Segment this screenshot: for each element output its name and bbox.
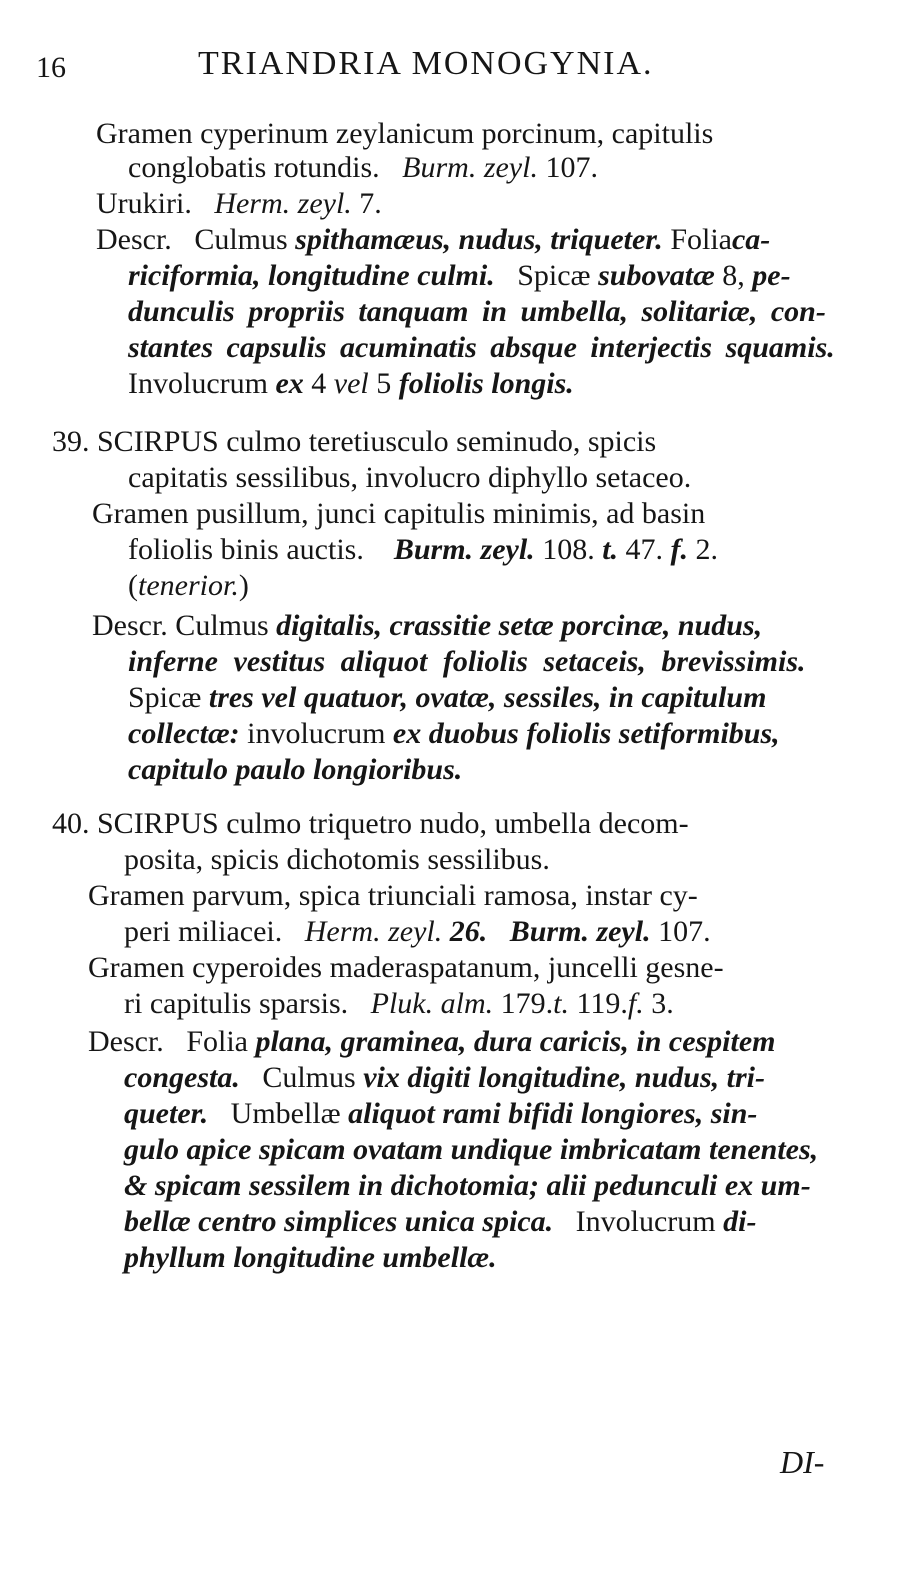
italic-text: bellæ centro simplices unica spica. (124, 1205, 554, 1238)
text: 5 (376, 367, 392, 400)
synonym-line: Gramen cyperoides maderaspatanum, juncelli gesne- (88, 951, 724, 984)
reference: Herm. zeyl. (214, 187, 352, 220)
synonym-line (128, 532, 718, 568)
entry-number: 39. (52, 425, 90, 458)
description-line (88, 1024, 776, 1060)
reference: f. (670, 533, 689, 566)
italic-text: congesta. (124, 1061, 240, 1094)
reference-number: 47. (625, 533, 664, 566)
italic-text: plana, graminea, dura caricis, in cespitem (255, 1025, 776, 1058)
description-line (128, 680, 766, 716)
reference: f. (627, 987, 644, 1020)
text: Umbellæ (230, 1097, 341, 1130)
diagnosis-line: posita, spicis dichotomis sessilibus. (124, 843, 550, 876)
italic-text: vel (333, 367, 369, 400)
reference-number: 107. (545, 151, 598, 184)
text: Involucrum (575, 1205, 716, 1238)
synonym-line (128, 150, 598, 186)
descr-label: Descr. (88, 1025, 164, 1058)
description-line: & spicam sessilem in dichotomia; alii pedunculi ex um- (124, 1169, 811, 1202)
synonym-line (124, 986, 674, 1022)
italic-text: digitalis, crassitie setæ porcinæ, nudus, (276, 609, 763, 642)
diagnosis-text: SCIRPUS culmo teretiusculo seminudo, spicis (97, 425, 657, 458)
reference: t. (553, 987, 569, 1020)
synonym-text: Urukiri. (96, 187, 192, 220)
synonym-line (96, 116, 713, 152)
text: ) (238, 569, 249, 602)
reference-number: 119. (576, 987, 628, 1020)
entry-heading (52, 806, 689, 842)
reference: Burm. zeyl. (393, 533, 535, 566)
description-line (92, 608, 762, 644)
descr-label: Descr. Culmus (92, 609, 269, 642)
description-line: inferne vestitus aliquot foliolis setaceis, brevissimis. (128, 645, 806, 678)
descr-label: Descr. (96, 223, 172, 256)
text: Folia (670, 223, 732, 256)
reference-number: 107. (658, 915, 711, 948)
text: Spicæ (128, 681, 202, 714)
text: involucrum (247, 717, 386, 750)
reference-number: 3. (651, 987, 674, 1020)
italic-text: riciformia, longitudine culmi. (128, 259, 495, 292)
description-line: dunculis propriis tanquam in umbella, solitariæ, con- (128, 295, 826, 328)
diagnosis-text: SCIRPUS culmo triquetro nudo, umbella decom- (97, 807, 689, 840)
italic-text: pe- (752, 259, 791, 292)
reference-number: 179. (500, 987, 554, 1020)
italic-text: queter. (124, 1097, 209, 1130)
italic-text: ex duobus foliolis setiformibus, (392, 717, 780, 750)
reference: Pluk. alm. (370, 987, 494, 1020)
running-title: TRIANDRIA MONOGYNIA. (198, 45, 654, 82)
italic-text: ex (275, 367, 304, 400)
synonym-line (124, 914, 711, 950)
description-line: capitulo paulo longioribus. (128, 753, 463, 786)
description-line: phyllum longitudine umbellæ. (124, 1241, 497, 1274)
text: 4 (311, 367, 327, 400)
description-line (124, 1060, 765, 1096)
text: Involucrum (128, 367, 268, 400)
catchword: DI- (780, 1444, 825, 1480)
italic-text: di- (723, 1205, 757, 1238)
reference: Herm. zeyl. (304, 915, 443, 948)
text: Culmus (194, 223, 288, 256)
diagnosis-line: capitatis sessilibus, involucro diphyllo setaceo. (128, 461, 692, 494)
synonym-line (128, 568, 249, 604)
italic-text: tenerior. (138, 569, 239, 602)
italic-text: subovatæ (598, 259, 715, 292)
italic-text: spithamæus, nudus, triqueter. (295, 223, 663, 256)
reference-number: 26. (449, 915, 488, 948)
synonym-text: ri capitulis sparsis. (124, 987, 349, 1020)
synonym-line: Gramen parvum, spica triunciali ramosa, instar cy- (88, 879, 698, 912)
description-line (128, 716, 780, 752)
synonym-line (96, 186, 382, 222)
text: 8, (722, 259, 745, 292)
italic-text: foliolis longis. (398, 367, 574, 400)
reference-number: 7. (359, 187, 382, 220)
italic-text: ca- (731, 223, 771, 256)
description-line (128, 258, 791, 294)
description-line (128, 366, 574, 402)
synonym-text: conglobatis rotundis. (128, 151, 380, 184)
description-line: gulo apice spicam ovatam undique imbricatam tenentes, (124, 1133, 819, 1166)
entry-number: 40. (52, 807, 90, 840)
italic-text: collectæ: (128, 717, 240, 750)
synonym-text: foliolis binis auctis. (128, 533, 364, 566)
entry-heading (52, 424, 656, 460)
italic-text: vix digiti longitudine, nudus, tri- (363, 1061, 765, 1094)
reference-number: 108. (542, 533, 595, 566)
description-line (124, 1096, 757, 1132)
italic-text: aliquot rami bifidi longiores, sin- (348, 1097, 758, 1130)
synonym-text: peri miliacei. (124, 915, 283, 948)
reference-number: 2. (695, 533, 719, 566)
description-line: stantes capsulis acuminatis absque interjectis squamis. (128, 331, 835, 364)
synonym-line: Gramen pusillum, junci capitulis minimis, ad basin (92, 497, 706, 530)
page-number: 16 (36, 51, 66, 84)
text: Culmus (262, 1061, 356, 1094)
reference: Burm. zeyl. (509, 915, 651, 948)
text: Folia (186, 1025, 248, 1058)
reference: Burm. zeyl. (402, 151, 538, 184)
reference: t. (602, 533, 619, 566)
text: ( (128, 569, 138, 602)
text: Spicæ (517, 259, 591, 292)
description-line (124, 1204, 756, 1240)
italic-text: tres vel quatuor, ovatæ, sessiles, in capitulum (208, 681, 767, 714)
synonym-text: Gramen cyperinum zeylanicum porcinum, capitulis (96, 117, 714, 150)
description-line (96, 222, 770, 258)
